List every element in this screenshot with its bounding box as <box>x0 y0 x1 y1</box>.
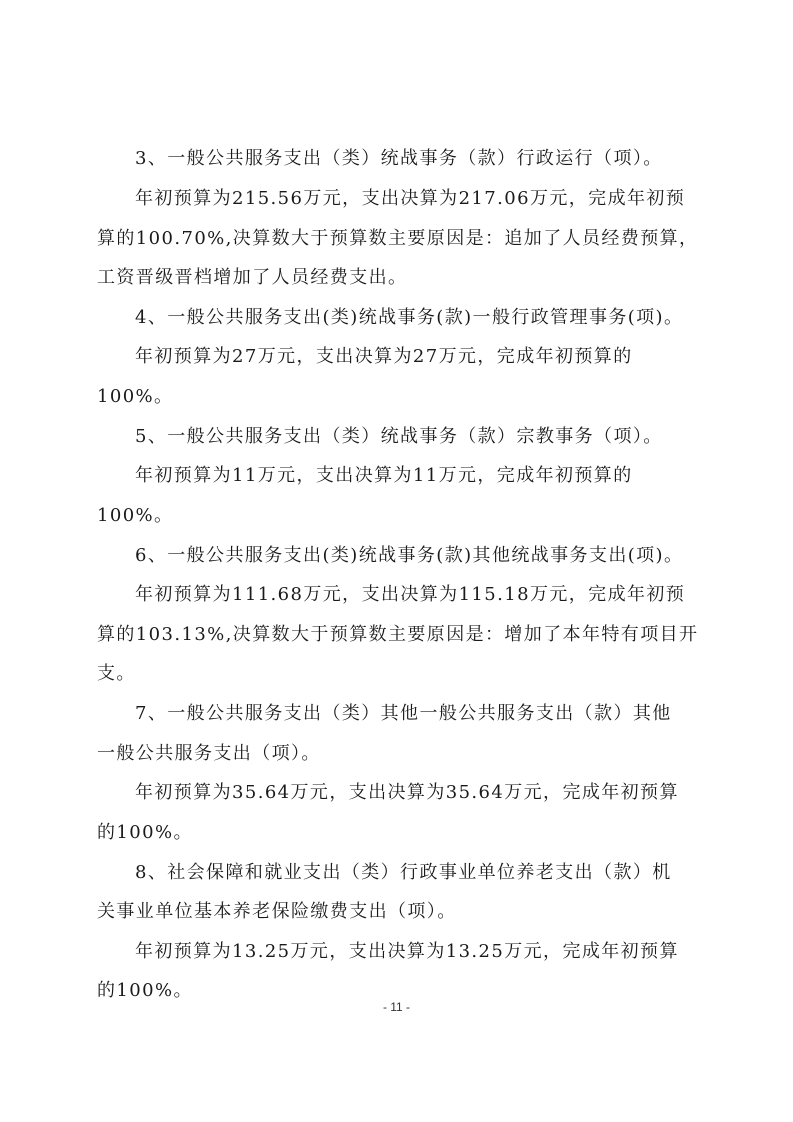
item-6-text-line-3: 支。 <box>97 663 136 684</box>
item-5-text-line-2: 100%。 <box>97 505 174 526</box>
item-5-text-line-1: 年初预算为11万元，支出决算为11万元，完成年初预算的 <box>135 465 633 486</box>
item-8-heading-line-1: 8、社会保障和就业支出（类）行政事业单位养老支出（款）机 <box>135 862 672 883</box>
item-3-heading: 3、一般公共服务支出（类）统战事务（款）行政运行（项）。 <box>135 148 663 169</box>
item-3-text-line-1: 年初预算为215.56万元，支出决算为217.06万元，完成年初预 <box>135 188 686 209</box>
item-8-text-line-1: 年初预算为13.25万元，支出决算为13.25万元，完成年初预算 <box>135 941 679 962</box>
item-8-heading-line-2: 关事业单位基本养老保险缴费支出（项）。 <box>97 901 457 922</box>
item-7-text-line-1: 年初预算为35.64万元，支出决算为35.64万元，完成年初预算 <box>135 782 679 803</box>
item-6-text-line-1: 年初预算为111.68万元，支出决算为115.18万元，完成年初预 <box>135 584 686 605</box>
item-6-text-line-2: 算的103.13%,决算数大于预算数主要原因是：增加了本年特有项目开 <box>97 624 699 645</box>
item-3-text-line-2: 算的100.70%,决算数大于预算数主要原因是：追加了人员经费预算， <box>97 228 699 249</box>
item-3-text-line-3: 工资晋级晋档增加了人员经费支出。 <box>97 267 408 288</box>
item-4-text-line-2: 100%。 <box>97 386 174 407</box>
item-5-heading: 5、一般公共服务支出（类）统战事务（款）宗教事务（项）。 <box>135 426 663 447</box>
item-7-text-line-2: 的100%。 <box>97 822 193 843</box>
item-8-text-line-2: 的100%。 <box>97 980 193 1001</box>
item-4-heading: 4、一般公共服务支出(类)统战事务(款)一般行政管理事务(项)。 <box>135 307 684 328</box>
item-6-heading: 6、一般公共服务支出(类)统战事务(款)其他统战事务支出(项)。 <box>135 545 684 566</box>
item-7-heading-line-1: 7、一般公共服务支出（类）其他一般公共服务支出（款）其他 <box>135 703 672 724</box>
item-7-heading-line-2: 一般公共服务支出（项）。 <box>97 743 321 764</box>
page-number: - 11 - <box>382 1000 411 1014</box>
item-4-text-line-1: 年初预算为27万元，支出决算为27万元，完成年初预算的 <box>135 346 633 367</box>
